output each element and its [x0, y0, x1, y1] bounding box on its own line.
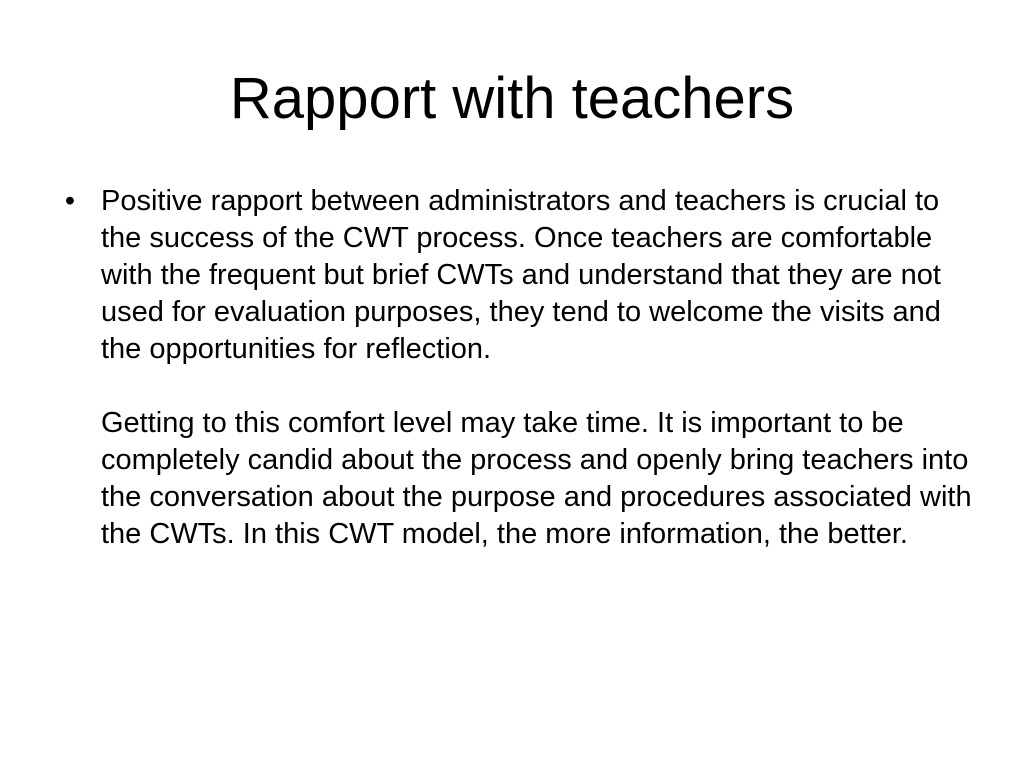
bullet-marker: • [64, 185, 76, 217]
bullet-list [60, 183, 980, 553]
bullet-paragraph-rapport: Positive rapport between administrators and teachers is crucial to the success of the CWT process. Once teachers are comfortable with the frequent but brief CWTs and understand that they are not used for evaluation purposes, they tend to welcome the visits and the opportunities for reflection. [101, 185, 941, 365]
slide-title: Rapport with teachers [229, 66, 795, 131]
bullet-paragraph-comfort-level: Getting to this comfort level may take time. It is important to be completely candid about the process and openly bring teachers into the conversation about the purpose and procedures associated with the CWTs. In this CWT model, the more information, the better. [101, 407, 972, 550]
bullet-item [60, 183, 980, 553]
